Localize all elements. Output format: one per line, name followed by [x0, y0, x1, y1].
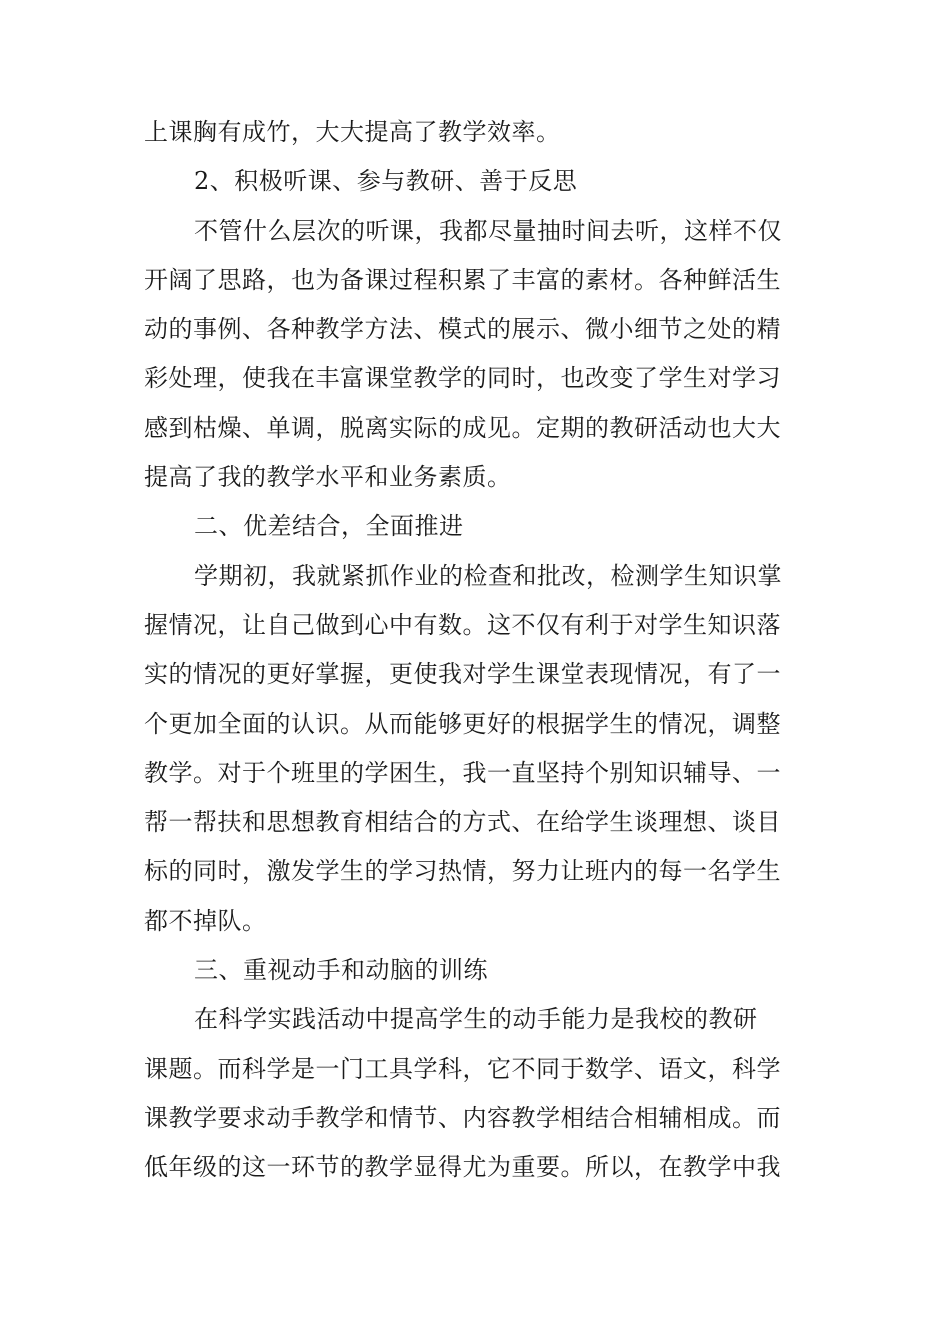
text-line: 感到枯燥、单调，脱离实际的成见。定期的教研活动也大大: [144, 413, 781, 442]
section-heading: 二、优差结合，全面推进: [194, 512, 464, 541]
text-line: 提高了我的教学水平和业务素质。: [144, 463, 512, 492]
text-line: 课教学要求动手教学和情节、内容教学相结合相辅相成。而: [144, 1103, 781, 1132]
text-line: 帮一帮扶和思想教育相结合的方式、在给学生谈理想、谈目: [144, 808, 781, 837]
text-line: 教学。对于个班里的学困生，我一直坚持个别知识辅导、一: [144, 758, 781, 787]
text-line: 标的同时，激发学生的学习热情，努力让班内的每一名学生: [144, 857, 781, 886]
text-line: 不管什么层次的听课，我都尽量抽时间去听，这样不仅: [194, 216, 782, 245]
text-line: 都不掉队。: [144, 906, 267, 935]
document-body: [144, 108, 814, 1193]
text-line: 上课胸有成竹，大大提高了教学效率。: [144, 118, 561, 146]
text-line: 实的情况的更好掌握，更使我对学生课堂表现情况，有了一: [144, 660, 781, 689]
text-line: 在科学实践活动中提高学生的动手能力是我校的教研: [194, 1005, 758, 1034]
text-line: 个更加全面的认识。从而能够更好的根据学生的情况，调整: [144, 709, 781, 738]
text-line: 学期初，我就紧抓作业的检查和批改，检测学生知识掌: [194, 561, 782, 590]
section-heading: 三、重视动手和动脑的训练: [194, 956, 488, 985]
text-line: 课题。而科学是一门工具学科，它不同于数学、语文，科学: [144, 1054, 781, 1083]
text-line: 握情况，让自己做到心中有数。这不仅有利于对学生知识落: [144, 610, 781, 639]
section-heading: 2、积极听课、参与教研、善于反思: [194, 167, 578, 196]
text-line: 开阔了思路，也为备课过程积累了丰富的素材。各种鲜活生: [144, 265, 781, 294]
text-line: 低年级的这一环节的教学显得尤为重要。所以，在教学中我: [144, 1153, 781, 1182]
text-line: 动的事例、各种教学方法、模式的展示、微小细节之处的精: [144, 315, 781, 344]
text-line: 彩处理，使我在丰富课堂教学的同时，也改变了学生对学习: [144, 364, 781, 393]
